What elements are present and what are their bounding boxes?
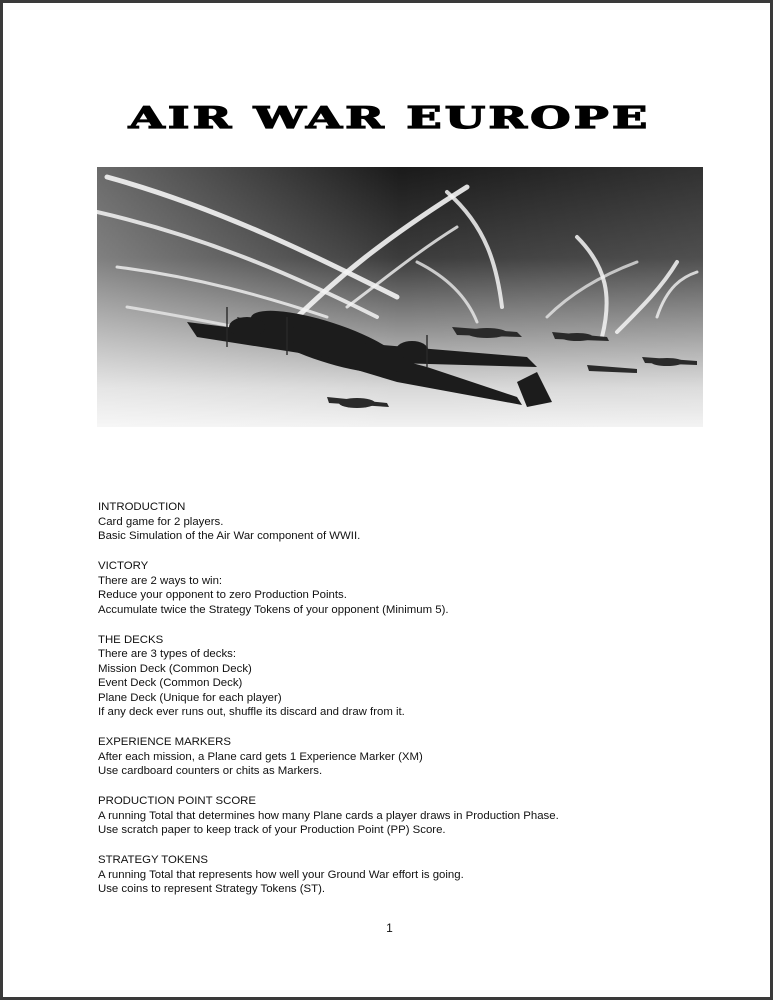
- section-heading: VICTORY: [98, 560, 149, 572]
- section-line: Use cardboard counters or chits as Markers.: [98, 765, 323, 777]
- section-production-point-score: [98, 794, 718, 838]
- section-line: Plane Deck (Unique for each player): [98, 691, 282, 704]
- rules-content: [98, 500, 718, 912]
- section-line: Card game for 2 players.: [98, 515, 224, 528]
- bomber-photo: [97, 167, 703, 427]
- section-line: After each mission, a Plane card gets 1 Experience Marker (XM): [98, 750, 423, 763]
- section-line: There are 3 types of decks:: [98, 648, 237, 660]
- section-strategy-tokens: [98, 853, 718, 897]
- section-the-decks: [98, 633, 718, 720]
- section-line: Accumulate twice the Strategy Tokens of your opponent (Minimum 5).: [98, 603, 449, 616]
- section-experience-markers: [98, 735, 718, 779]
- section-line: A running Total that determines how many Plane cards a player draws in Production Phase.: [98, 809, 559, 822]
- section-line: Reduce your opponent to zero Production Points.: [98, 589, 347, 601]
- section-introduction: [98, 500, 718, 544]
- section-heading: THE DECKS: [98, 633, 164, 646]
- section-line: If any deck ever runs out, shuffle its discard and draw from it.: [98, 706, 405, 718]
- section-heading: STRATEGY TOKENS: [98, 854, 208, 866]
- section-line: Use scratch paper to keep track of your Production Point (PP) Score.: [98, 824, 446, 836]
- section-heading: INTRODUCTION: [98, 501, 186, 513]
- section-heading: PRODUCTION POINT SCORE: [98, 795, 257, 807]
- section-line: There are 2 ways to win:: [98, 574, 223, 587]
- section-line: Event Deck (Common Deck): [98, 677, 243, 689]
- page-number: 1: [386, 921, 393, 935]
- section-line: A running Total that represents how well your Ground War effort is going.: [98, 868, 464, 881]
- document-title: AIR WAR EUROPE: [128, 101, 651, 136]
- section-heading: EXPERIENCE MARKERS: [98, 736, 231, 748]
- section-victory: [98, 559, 718, 617]
- section-line: Basic Simulation of the Air War component of WWII.: [98, 530, 361, 542]
- section-line: Use coins to represent Strategy Tokens (ST).: [98, 883, 326, 895]
- section-line: Mission Deck (Common Deck): [98, 662, 252, 675]
